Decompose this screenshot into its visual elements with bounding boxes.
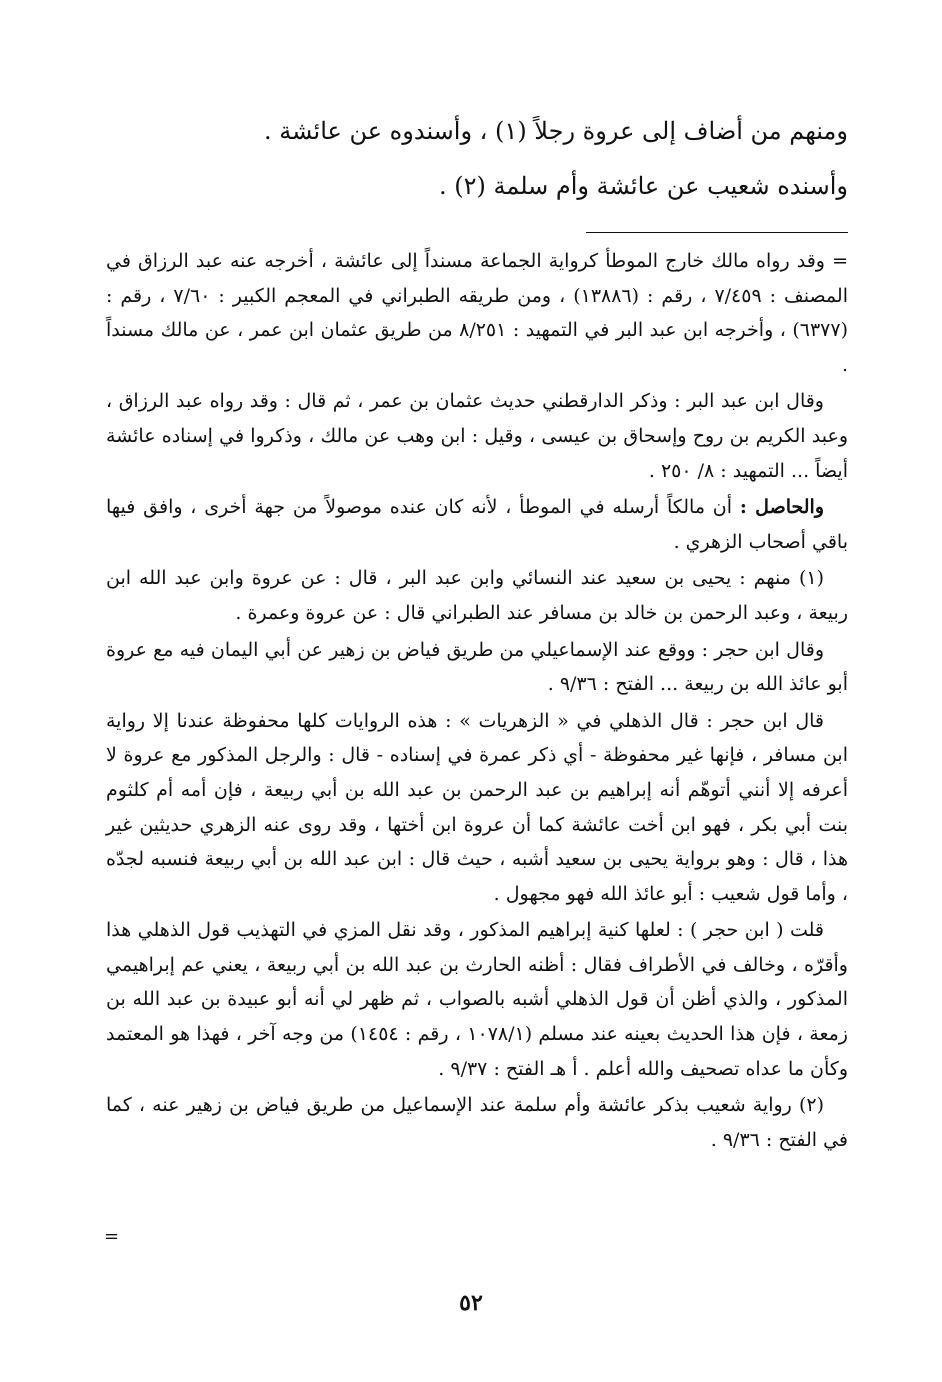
footnote-separator [586,232,848,233]
footnote-paragraph: قال ابن حجر : قال الذهلي في « الزهريات » : هذه الروايات كلها محفوظة عندنا إلا رواية ابن مسافر ، فإنها غير محفوظة - أي ذكر عمرة في إسناده - قال : والرجل المذكور مع عروة لا أعرفه إلا أنني أتوهّم أنه إبراهيم بن عبد الرحمن بن عبد الله بن أبي ربيعة ، فإن أمه أم كلثوم بنت أبي بكر ، فهو ابن أخت عائشة كما أن عروة ابن أختها ، وقد روى عنه الزهري حديثين غير هذا ، قال : وهو برواية يحيى بن سعيد أشبه ، حيث قال : ابن عبد الله بن أبي ربيعة فنسبه لجدّه ، وأما قول شعيب : أبو عائذ الله فهو مجهول . [106,709,848,905]
page-number: ٥٢ [459,1290,483,1316]
continuation-mark: = [104,1226,120,1247]
summary-text: أن مالكاً أرسله في الموطأ ، لأنه كان عنده موصولاً من جهة أخرى ، وافق فيها باقي أصحاب الزهري . [106,496,848,553]
main-text-line: ومنهم من أضاف إلى عروة رجلاً (١) ، وأسندوه عن عائشة . [263,117,848,145]
footnote-paragraph: وقال ابن حجر : ووقع عند الإسماعيلي من طريق فياض بن زهير عن أبي اليمان فيه مع عروة أبو عائذ الله بن ربيعة ... الفتح : ٩/٣٦ . [106,638,848,696]
summary-marker: والحاصل : [739,496,824,519]
footnote-paragraph: وقال ابن عبد البر : وذكر الدارقطني حديث عثمان بن عمر ، ثم قال : وقد رواه عبد الرزاق ، وعبد الكريم بن روح وإسحاق بن عيسى ، وقيل : ابن وهب عن مالك ، وذكروا في إسناده عائشة أيضاً ... التمهيد : ٨/ ٢٥٠ . [106,390,848,482]
footnote-paragraph: (٢) رواية شعيب بذكر عائشة وأم سلمة عند الإسماعيل من طريق فياض بن زهير عنه ، كما في الفتح : ٩/٣٦ . [106,1094,848,1151]
footnote-paragraph: (١) منهم : يحيى بن سعيد عند النسائي وابن عبد البر ، قال : عن عروة وابن عبد الله ابن ربيعة ، وعبد الرحمن بن خالد بن مسافر عند الطبراني قال : عن عروة وعمرة . [106,567,848,624]
footnote-paragraph: = وقد رواه مالك خارج الموطأ كرواية الجماعة مسنداً إلى عائشة ، أخرجه عنه عبد الرزاق في المصنف : ٧/٤٥٩ ، رقم : (١٣٨٨٦) ، ومن طريقه الطبراني في المعجم الكبير : ٧/٦٠ ، رقم : (٦٣٧٧) ، وأخرجه ابن عبد البر في التمهيد : ٨/٢٥١ من طريق عثمان ابن عمر ، عن مالك مسنداً . [106,250,848,376]
footnote-paragraph [106,490,848,559]
footnote-paragraph: قلت ( ابن حجر ) : لعلها كنية إبراهيم المذكور ، وقد نقل المزي في التهذيب قول الذهلي هذا وأقرّه ، وخالف في الأطراف فقال : أظنه الحارث بن عبد الله بن أبي ربيعة ، يعني عم إبراهيمي المذكور ، والذي أظن أن قول الذهلي أشبه بالصواب ، ثم ظهر لي أنه أبو عبيدة بن عبد الله بن زمعة ، فإن هذا الحديث بعينه عند مسلم (١٠٧٨/١ ، رقم : ١٤٥٤) من وجه آخر ، فهذا هو المعتمد وكأن ما عداه تصحيف والله أعلم . أ هـ الفتح : ٩/٣٧ . [106,919,848,1080]
main-text-line: وأسنده شعيب عن عائشة وأم سلمة (٢) . [438,172,848,200]
footnotes [106,244,848,1159]
main-text [106,104,848,214]
